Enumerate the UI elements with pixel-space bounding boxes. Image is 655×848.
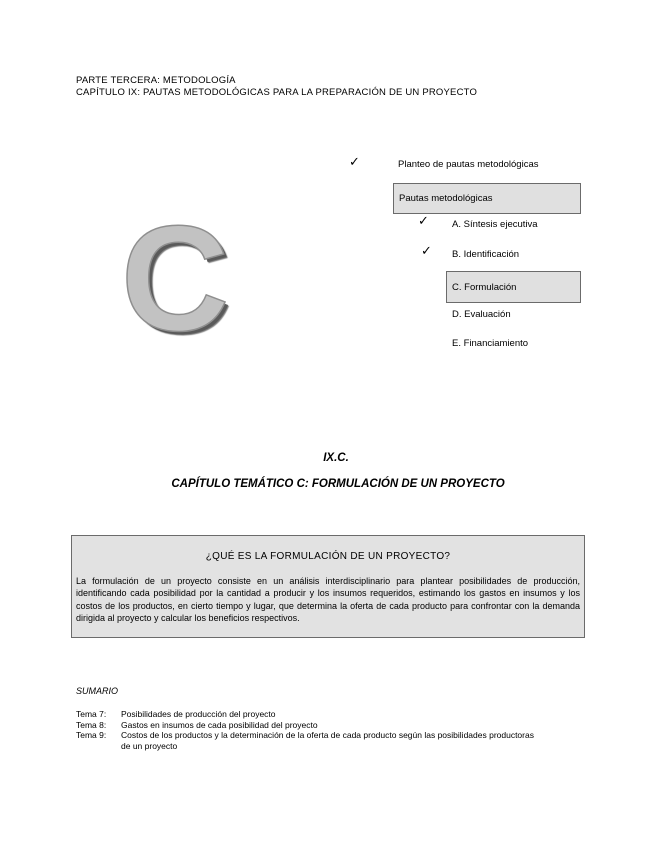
chapter-title: CAPÍTULO TEMÁTICO C: FORMULACIÓN DE UN PROYECTO [171, 478, 505, 490]
definition-box [71, 535, 585, 638]
tema-text: Gastos en insumos de cada posibilidad del proyecto [121, 719, 318, 730]
list-item [76, 709, 541, 720]
nav-item-financiamiento[interactable]: E. Financiamiento [452, 338, 529, 349]
chapter-heading: CAPÍTULO IX: PAUTAS METODOLÓGICAS PARA LA PREPARACIÓN DE UN PROYECTO [76, 87, 478, 98]
tema-text: Costos de los productos y la determinación de la oferta de cada producto según las posibilidades productoras de un proyecto [121, 730, 534, 751]
sumario-heading: SUMARIO [76, 686, 119, 696]
big-letter-logo: C [120, 194, 230, 362]
tema-text: Posibilidades de producción del proyecto [121, 709, 276, 719]
nav-top-item[interactable]: Planteo de pautas metodológicas [398, 159, 539, 170]
check-icon: ✓ [418, 214, 429, 229]
tema-label: Tema 7: [76, 709, 107, 719]
chapter-code: IX.C. [323, 452, 349, 464]
tema-label: Tema 9: [76, 730, 107, 740]
nav-item-sintesis[interactable]: A. Síntesis ejecutiva [452, 219, 538, 230]
nav-item-formulacion-current[interactable]: C. Formulación [446, 271, 581, 303]
list-item [76, 720, 541, 731]
nav-section-box[interactable]: Pautas metodológicas [393, 183, 581, 214]
nav-item-identificacion[interactable]: B. Identificación [452, 249, 520, 260]
part-heading: PARTE TERCERA: METODOLOGÍA [76, 75, 236, 86]
tema-label: Tema 8: [76, 719, 107, 730]
check-icon: ✓ [421, 244, 432, 259]
sumario-list [76, 709, 541, 751]
nav-item-evaluacion[interactable]: D. Evaluación [452, 309, 511, 320]
definition-text: La formulación de un proyecto consiste en un análisis interdisciplinario para plantear posibilidades de producción, identificando cada posibilidad por la cantidad a producir y los insumos requeridos, estimando los gastos en insumos y los costos de los productos, en cierto tiempo y lugar, que determina la oferta de cada producto para confrontar con la demanda dirigida al proyecto y calcular los beneficios respectivos. [76, 576, 580, 623]
list-item [76, 730, 541, 751]
check-icon: ✓ [349, 155, 360, 170]
definition-title: ¿QUÉ ES LA FORMULACIÓN DE UN PROYECTO? [205, 551, 451, 562]
